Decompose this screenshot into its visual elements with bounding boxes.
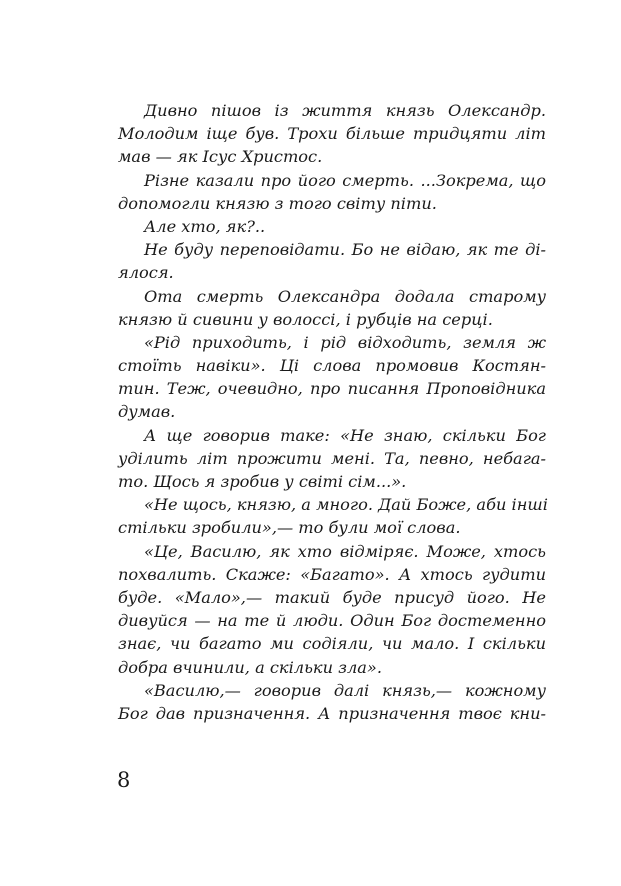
text-line: Не буду переповідати. Бо не відаю, як те ді- [144, 240, 546, 260]
text-line: «Василю,— говорив далі князь,— кожному [144, 680, 546, 700]
text-line: князю й сивини у волоссі, і рубців на серці. [118, 309, 493, 329]
text-line: знає, чи багато ми содіяли, чи мало. І скільки [118, 634, 546, 654]
text-line: буде. «Мало»,— такий буде присуд його. Не [118, 587, 546, 607]
text-line: Бог дав призначення. А призначення твоє кни- [118, 703, 546, 723]
text-line: Ота смерть Олександра додала старому [144, 286, 546, 306]
text-line: думав. [118, 402, 176, 422]
text-line: Різне казали про його смерть. ...Зокрема, що [144, 170, 546, 190]
text-line: Дивно пішов із життя князь Олександр. [144, 101, 546, 120]
page-text [118, 99, 546, 725]
text-line: добра вчинили, а скільки зла». [118, 657, 382, 677]
text-line: допомогли князю з того світу піти. [118, 193, 437, 213]
text-line: то. Щось я зробив у світі сім...». [118, 472, 407, 491]
text-line: «Рід приходить, і рід відходить, земля ж [144, 332, 546, 352]
text-line: уділить літ прожити мені. Та, певно, небага- [118, 448, 546, 468]
text-line: тин. Теж, очевидно, про писання Проповідника [118, 379, 546, 399]
text-line: стоїть навіки». Ці слова промовив Костян- [118, 356, 546, 376]
text-line: Молодим іще був. Трохи більше тридцяти літ [118, 124, 546, 144]
text-line: стільки зробили»,— то були мої слова. [118, 518, 461, 538]
text-line: дивуйся — на те й люди. Один Бог достеменно [118, 611, 546, 631]
text-line: «Це, Василю, як хто відміряє. Може, хтось [144, 541, 546, 561]
text-line: А ще говорив таке: «Не знаю, скільки Бог [144, 425, 546, 445]
text-line: похвалить. Скаже: «Багато». А хтось гудити [118, 564, 546, 584]
text-line: «Не щось, князю, а много. Дай Боже, аби інші [144, 495, 548, 515]
text-line: Але хто, як?.. [144, 216, 266, 236]
text-line: мав — як Ісус Христос. [118, 147, 323, 167]
page-number: 8 [117, 768, 131, 792]
text-line: ялося. [118, 263, 174, 283]
